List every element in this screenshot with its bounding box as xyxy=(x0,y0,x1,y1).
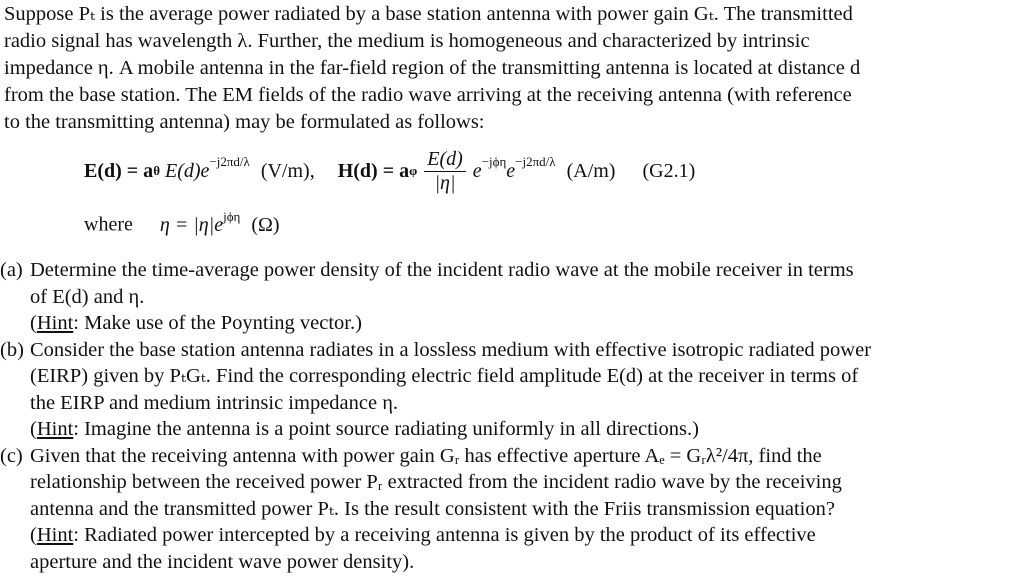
intro-line: impedance η. A mobile antenna in the far-field region of the transmitting antenna is located at distance d xyxy=(4,57,861,79)
hint-line: (Hint: Radiated power intercepted by a receiving antenna is given by the product of its effective xyxy=(30,524,816,546)
part-label: (b) xyxy=(0,338,24,361)
e-field-exponent: −j2πd/λ xyxy=(209,153,250,169)
part-line: (EIRP) given by PₜGₜ. Find the corresponding electric field amplitude E(d) at the receiver in terms of xyxy=(30,365,859,387)
hint-text: : Imagine the antenna is a point source radiating uniformly in all directions.) xyxy=(73,418,699,440)
part-line: of E(d) and η. xyxy=(30,285,145,308)
intro-line: radio signal has wavelength λ. Further, the medium is homogeneous and characterized by intrinsic xyxy=(4,30,810,52)
question-parts xyxy=(0,257,1016,575)
where-text: where xyxy=(84,213,133,236)
part-c xyxy=(0,443,1016,576)
e-field-unit: (V/m), xyxy=(260,159,315,182)
hint-word: Hint xyxy=(36,312,74,334)
hint-line-continued: aperture and the incident wave power density). xyxy=(30,550,415,573)
hint-line: (Hint: Imagine the antenna is a point source radiating uniformly in all directions.) xyxy=(30,418,699,440)
h-field-exp-base-2: e xyxy=(506,159,516,182)
fraction-denominator: |η| xyxy=(434,172,456,194)
impedance-equation xyxy=(84,211,280,237)
eta-unit: (Ω) xyxy=(251,213,280,236)
part-label: (a) xyxy=(0,259,23,281)
part-line: Given that the receiving antenna with power gain Gᵣ has effective aperture Aₑ = Gᵣλ²/4π, find the xyxy=(30,444,822,467)
hint-text: : Radiated power intercepted by a receiving antenna is given by the product of its effective xyxy=(73,524,816,546)
part-line: the EIRP and medium intrinsic impedance η. xyxy=(30,391,399,414)
document-page xyxy=(4,0,1020,136)
h-field-exponent-1: −jϕη xyxy=(481,153,507,169)
eta-exponent: jϕη xyxy=(223,209,241,224)
eta-definition: η = |η|e xyxy=(159,213,224,236)
part-line: Determine the time-average power density of the incident radio wave at the mobile receiver in terms xyxy=(30,259,854,281)
field-equations xyxy=(84,148,695,194)
h-field-sub: φ xyxy=(409,163,418,178)
equation-number: (G2.1) xyxy=(642,159,696,182)
h-field-fraction xyxy=(424,148,466,194)
intro-line: to the transmitting antenna) may be formulated as follows: xyxy=(4,111,485,133)
hint-line: (Hint: Make use of the Poynting vector.) xyxy=(30,312,362,334)
intro-line: from the base station. The EM fields of the radio wave arriving at the receiving antenna (with reference xyxy=(4,84,852,106)
e-field-sub: θ xyxy=(153,163,160,178)
hint-text: : Make use of the Poynting vector.) xyxy=(73,312,362,334)
intro-line: Suppose Pₜ is the average power radiated by a base station antenna with power gain Gₜ. The transmitted xyxy=(4,3,853,25)
part-label: (c) xyxy=(0,444,23,467)
h-field-exponent-2: −j2πd/λ xyxy=(515,153,556,169)
e-field-rhs: E(d)e xyxy=(164,159,210,182)
part-line: relationship between the received power Pᵣ extracted from the incident radio wave by the receiving xyxy=(30,471,842,493)
fraction-numerator: E(d) xyxy=(424,148,466,172)
hint-word: Hint xyxy=(36,524,74,546)
hint-word: Hint xyxy=(36,418,74,440)
part-a xyxy=(0,257,1016,337)
h-field-unit: (A/m) xyxy=(566,159,616,182)
e-field-lhs: E(d) = a xyxy=(84,159,154,182)
h-field-lhs: H(d) = a xyxy=(337,159,410,182)
part-b xyxy=(0,337,1016,443)
h-field-exp-base-1: e xyxy=(472,159,482,182)
part-line: antenna and the transmitted power Pₜ. Is the result consistent with the Friis transmission equation? xyxy=(30,497,835,520)
problem-intro xyxy=(4,0,1020,136)
part-line: Consider the base station antenna radiates in a lossless medium with effective isotropic radiated power xyxy=(30,338,872,361)
